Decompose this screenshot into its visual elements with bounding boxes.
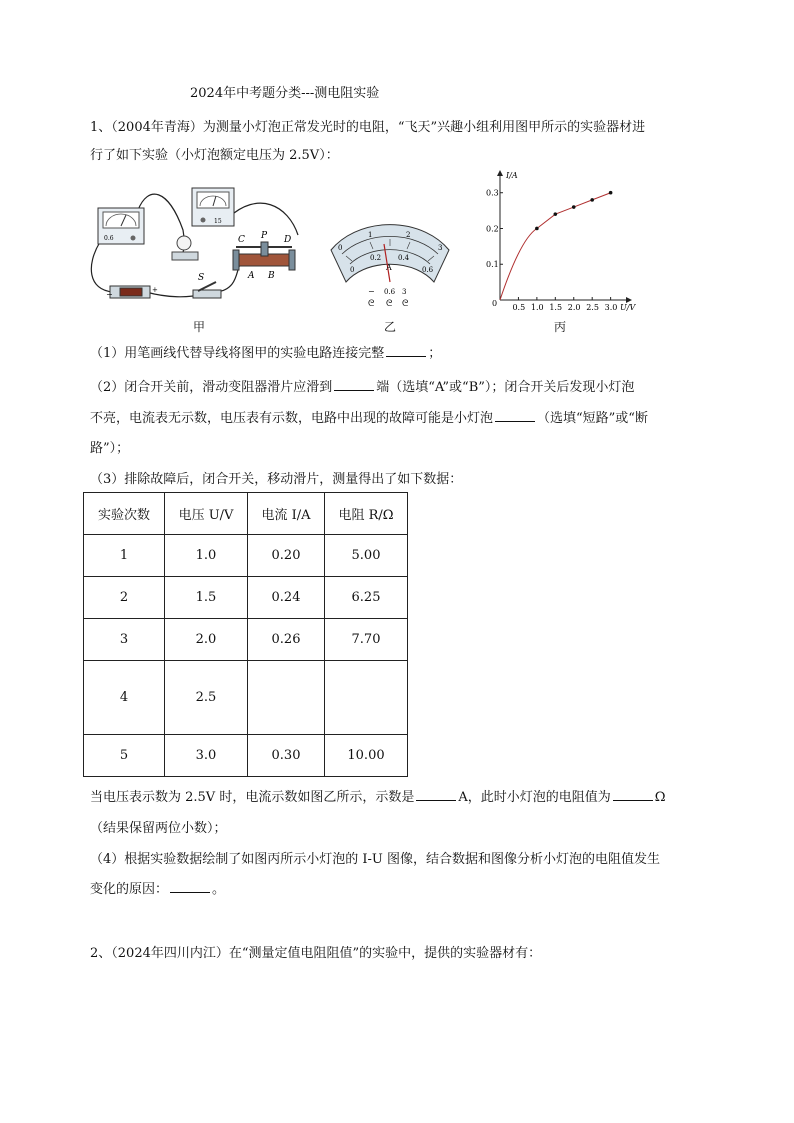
battery <box>106 286 158 299</box>
q1-part2-text-d: （选填“短路”或“断 <box>537 411 648 426</box>
dial-upper-tick-3: 3 <box>438 244 443 252</box>
q1-after-table-line2: （结果保留两位小数）； <box>90 821 227 836</box>
data-point <box>609 191 613 195</box>
q1-part2-text-b: 端（选填“A”或“B”）；闭合开关后发现小灯泡 <box>376 380 635 395</box>
ammeter-scale-label: 0.6 <box>104 235 114 242</box>
dial-lower-tick-0: 0 <box>350 266 355 274</box>
table-header: 电流 I/A <box>248 493 325 535</box>
origin-label: 0 <box>492 299 498 308</box>
label-D: D <box>284 235 292 245</box>
answer-blank-2[interactable] <box>334 379 374 391</box>
label-C: C <box>238 235 245 245</box>
x-axis-label: U/V <box>620 303 636 312</box>
label-A: A <box>248 271 255 281</box>
table-cell: 2.0 <box>165 619 248 661</box>
data-point <box>590 198 594 202</box>
x-tick-label: 0.5 <box>512 303 526 312</box>
q1-part4-line2 <box>90 878 225 897</box>
answer-blank-5[interactable] <box>613 789 653 801</box>
label-P: P <box>261 231 268 241</box>
q1-part2-text-c: 不亮，电流表无示数，电压表有示数，电路中出现的故障可能是小灯泡 <box>90 411 494 426</box>
y-tick-label: 0.1 <box>486 260 499 270</box>
q1-part4-line1: （4）根据实验数据绘制了如图丙所示小灯泡的 I-U 图像，结合数据和图像分析小灯泡的电阻值发生 <box>90 852 661 867</box>
q1-part4-end: 。 <box>212 882 226 897</box>
figure-jia-circuit <box>88 180 313 305</box>
table-cell: 0.26 <box>248 619 325 661</box>
data-point <box>535 227 539 231</box>
table-cell: 6.25 <box>325 577 408 619</box>
dial-upper-tick-1: 1 <box>368 231 373 239</box>
q1-part2-line1 <box>90 376 634 395</box>
answer-blank-6[interactable] <box>170 881 210 893</box>
switch-label: S <box>198 273 205 283</box>
q1-part2-text-e: 路”）； <box>90 441 130 456</box>
table-cell: 4 <box>84 661 165 735</box>
svg-text:+: + <box>152 286 158 294</box>
caption-jia: 甲 <box>193 320 206 334</box>
table-cell-empty[interactable] <box>325 661 408 735</box>
q1-stem-line2: 行了如下实验（小灯泡额定电压为 2.5V）： <box>90 148 339 163</box>
terminal-3: 3 <box>402 288 407 296</box>
answer-blank-4[interactable] <box>416 789 456 801</box>
x-tick-label: 3.0 <box>604 303 618 312</box>
table-row <box>84 535 408 577</box>
table-row <box>84 735 408 777</box>
svg-text:ᘓ: ᘓ <box>402 299 409 309</box>
svg-text:ᘓ: ᘓ <box>368 299 375 309</box>
dial-lower-tick-3: 0.6 <box>422 266 434 274</box>
label-B: B <box>268 271 275 281</box>
table-cell: 0.20 <box>248 535 325 577</box>
table-cell: 1.5 <box>165 577 248 619</box>
dial-upper-tick-2: 2 <box>406 231 411 239</box>
caption-bing: 丙 <box>554 320 567 334</box>
table-cell: 0.30 <box>248 735 325 777</box>
voltmeter <box>192 188 234 226</box>
q1-after-text-b: A，此时小灯泡的电阻值为 <box>458 790 611 805</box>
q1-after-text-c: Ω <box>654 790 666 805</box>
x-tick-label: 2.0 <box>567 303 581 312</box>
dial-upper-tick-0: 0 <box>338 244 343 252</box>
y-tick-label: 0.2 <box>486 224 499 234</box>
y-axis-label: I/A <box>506 171 518 180</box>
q1-part4-text-b: 变化的原因： <box>90 882 169 897</box>
q1-after-table-line1 <box>90 786 666 805</box>
table-cell: 0.24 <box>248 577 325 619</box>
q1-after-text-a: 当电压表示数为 2.5V 时，电流示数如图乙所示，示数是 <box>90 790 415 805</box>
table-row <box>84 619 408 661</box>
dial-lower-tick-1: 0.2 <box>370 254 382 262</box>
table-cell: 1 <box>84 535 165 577</box>
table-header: 电阻 R/Ω <box>325 493 408 535</box>
table-row <box>84 661 408 735</box>
table-cell: 2.5 <box>165 661 248 735</box>
table-row <box>84 577 408 619</box>
table-header: 电压 U/V <box>165 493 248 535</box>
q1-part1-end: ； <box>428 346 442 361</box>
q1-stem-line1: 1、（2004年青海）为测量小灯泡正常发光时的电阻，“飞天”兴趣小组利用图甲所示的实验器材进 <box>90 120 646 135</box>
switch <box>193 273 221 298</box>
terminal-0-6: 0.6 <box>384 288 396 296</box>
caption-yi: 乙 <box>384 320 397 334</box>
x-tick-label: 2.5 <box>586 303 599 312</box>
table-cell: 7.70 <box>325 619 408 661</box>
table-cell: 3.0 <box>165 735 248 777</box>
table-cell: 5 <box>84 735 165 777</box>
q1-part1 <box>90 342 441 361</box>
table-cell: 10.00 <box>325 735 408 777</box>
figure-bing-chart <box>480 170 650 315</box>
svg-text:ᘓ: ᘓ <box>386 299 393 309</box>
q1-part1-text: （1）用笔画线代替导线将图甲的实验电路连接完整 <box>90 346 385 361</box>
svg-text:−: − <box>106 290 113 299</box>
table-cell: 2 <box>84 577 165 619</box>
table-cell: 1.0 <box>165 535 248 577</box>
table-cell-empty[interactable] <box>248 661 325 735</box>
bulb <box>172 236 198 260</box>
page-title: 2024年中考题分类---测电阻实验 <box>190 86 380 101</box>
voltmeter-scale-label: 15 <box>214 218 222 225</box>
answer-blank-1[interactable] <box>386 345 426 357</box>
q1-part3: （3）排除故障后，闭合开关，移动滑片，测量得出了如下数据： <box>90 472 463 487</box>
answer-blank-3[interactable] <box>495 410 535 422</box>
q2-stem: 2、（2024年四川内江）在“测量定值电阻阻值”的实验中，提供的实验器材有： <box>90 946 542 961</box>
q1-part2-line2 <box>90 407 648 426</box>
rheostat <box>233 231 295 281</box>
y-tick-label: 0.3 <box>486 188 499 198</box>
x-tick-label: 1.0 <box>530 303 544 312</box>
data-point <box>554 212 558 216</box>
q1-part2-text-a: （2）闭合开关前，滑动变阻器滑片应滑到 <box>90 380 333 395</box>
dial-lower-tick-2: 0.4 <box>398 254 410 262</box>
table-cell: 3 <box>84 619 165 661</box>
table-header: 实验次数 <box>84 493 165 535</box>
data-table <box>83 492 408 777</box>
x-tick-label: 1.5 <box>549 303 563 312</box>
table-cell: 5.00 <box>325 535 408 577</box>
dial-unit: A <box>386 263 392 272</box>
figure-yi-meter <box>326 220 454 310</box>
ammeter <box>98 208 144 244</box>
terminal-minus: − <box>368 287 375 296</box>
table-header-row <box>84 493 408 535</box>
data-point <box>572 205 576 209</box>
